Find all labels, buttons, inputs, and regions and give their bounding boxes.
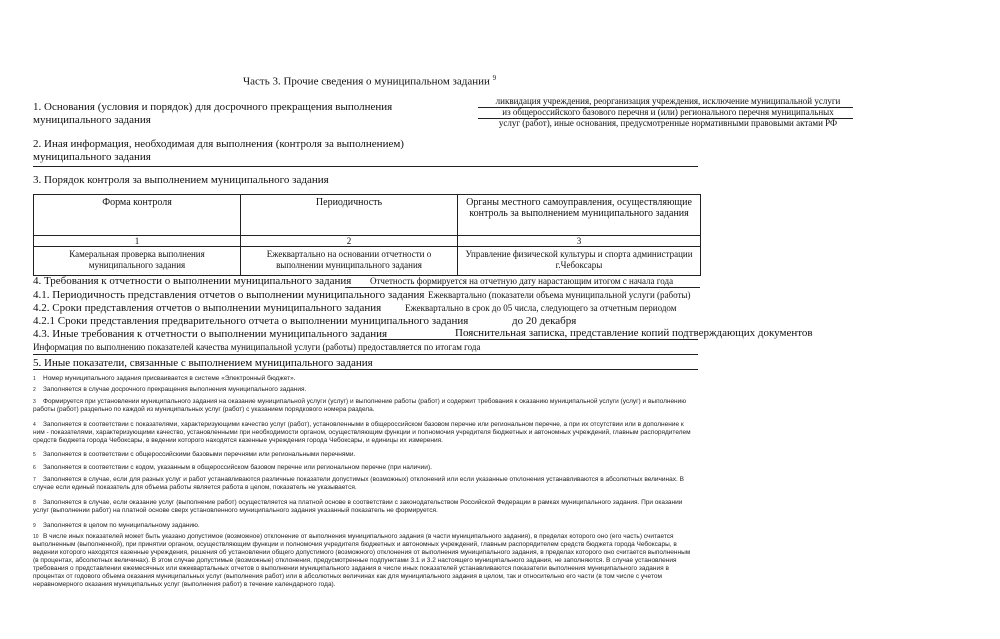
footnote-6: [33, 464, 693, 472]
section-3-label: 3. Порядок контроля за выполнением муниципального задания: [33, 174, 329, 186]
section-4-underline: [345, 287, 700, 288]
section-1-underline-2: [478, 118, 853, 119]
section-4-value: Отчетность формируется на отчетную дату нарастающим итогом с начала года: [370, 276, 674, 286]
table-row: [34, 247, 701, 276]
section-4-2-1-value: до 20 декабря: [512, 315, 577, 327]
footnote-text: Заполняется в соответствии с общероссийскими базовыми перечнями или региональными перечнями.: [43, 451, 356, 458]
section-2-line1: 2. Иная информация, необходимая для выполнения (контроля за выполнением): [33, 138, 404, 150]
title-text: Часть 3. Прочие сведения о муниципальном задании: [243, 75, 490, 88]
column-number: 3: [458, 236, 701, 247]
section-2-line2: муниципального задания: [33, 151, 151, 163]
control-table: [33, 194, 701, 276]
section-1-underline-1: [478, 107, 853, 108]
footnote-mark: 1: [33, 376, 36, 382]
footnote-7: [33, 476, 693, 492]
section-1-value-line1: ликвидация учреждения, реорганизация учреждения, исключение муниципальной услуги: [495, 96, 841, 106]
header-periodicity: Периодичность: [241, 195, 458, 236]
header-authorities-text: Органы местного самоуправления, осуществляющие контроль за выполнением муниципального задания: [466, 197, 692, 219]
cell-periodicity: Ежеквартально на основании отчетности о выполнении муниципального задания: [241, 247, 458, 276]
footnote-mark: 3: [33, 399, 36, 405]
section-1-value-line2: из общероссийского базового перечня и (или) регионального перечня муниципальных: [502, 107, 834, 117]
footnote-mark: 9: [33, 523, 36, 529]
section-4-3-underline: [380, 339, 698, 340]
footnote-text: В числе иных показателей может быть указано допустимое (возможное) отклонение от выполнения муниципального задания (в части муниципального задания), в пределах которого оно (его часть) считается выполненным (выполненной), при принятии органом, осуществляющим функции и полномочия учредителя бюджетных и автономных учреждений, главным распорядителем средств бюджета города Чебоксары, в ведении которого находятся казенные учреждения, решения об установлении общего допустимого (возможного) отклонения от выполнения муниципального задания, в пределах которого оно считается выполненным (в процентах, абсолютных величинах). В этом случае допустимые (возможные) отклонения, предусмотренные подпунктами 3.1 и 3.2 настоящего муниципального задания, не заполняются. В случае установления требования о представлении ежемесячных или ежеквартальных отчетов о выполнении муниципального задания в числе иных показателей устанавливаются показатели выполнения муниципального задания в процентах от годового объема оказания муниципальных услуг (выполнения работ) или в абсолютных величинах как для муниципального задания в целом, так и относительно его части (в том числе с учетом неравномерного оказания муниципальных услуг (выполнения работ) в течение календарного года).: [33, 533, 691, 588]
footnote-text: Заполняется в соответствии с кодом, указанным в общероссийском базовом перечне или региональном перечне (при наличии).: [43, 464, 432, 471]
section-4-2-1-label: 4.2.1 Сроки представления предварительного отчета о выполнении муниципального задания: [33, 315, 469, 327]
footnote-mark: 5: [33, 452, 36, 458]
section-1-value-line3: услуг (работ), иные основания, предусмотренные нормативными правовыми актами РФ: [498, 118, 838, 128]
footnote-mark: 10: [33, 534, 39, 540]
section-4-3-divider: [33, 354, 698, 355]
header-authorities: [458, 195, 701, 236]
section-1-label: [33, 101, 473, 127]
section-1-label-line2: муниципального задания: [33, 114, 151, 126]
section-4-label: 4. Требования к отчетности о выполнении муниципального задания: [33, 275, 352, 287]
control-table-number-row: [34, 236, 701, 247]
cell-authority: Управление физической культуры и спорта администрации г.Чебоксары: [458, 247, 701, 276]
section-4-3-line2: Информация по выполнению показателей качества муниципальной услуги (работы) предоставляется по итогам года: [33, 342, 481, 352]
footnote-text: Заполняется в случае досрочного прекращения выполнения муниципального задания.: [43, 386, 307, 393]
footnote-text: Заполняется в соответствии с показателями, характеризующими качество услуг (работ), установленными в общероссийском базовом перечне или региональном перечне, а при их отсутствии или в дополнение к ним - показателями, характеризующими качество, установленными при необходимости органом, осуществляющим функции и полномочия учредителя бюджетных и автономных учреждений, главным распорядителем средств бюджета города Чебоксары, в ведении которого находятся казенные учреждения города Чебоксары, и единицы их измерения.: [33, 421, 691, 444]
footnote-text: Заполняется в случае, если для разных услуг и работ устанавливаются различные показатели допустимых (возможных) отклонений или если указанные отклонения устанавливаются в абсолютных величинах. В случае если единый показатель для объема работы является работа в целом, показатель не указывается.: [33, 476, 684, 491]
footnote-text: Заполняется в случае, если оказание услуг (выполнение работ) осуществляется на платной основе в соответствии с законодательством Российской Федерации в рамках муниципального задания. При оказании услуг (выполнении работ) на платной основе сверх установленного муниципального задания указанный показатель не формируется.: [33, 499, 683, 514]
section-4-2-value: Ежеквартально в срок до 05 числа, следующего за отчетным периодом: [405, 303, 677, 313]
section-4-2-label: 4.2. Сроки представления отчетов о выполнении муниципального задания: [33, 302, 382, 314]
footnote-mark: 4: [33, 422, 36, 428]
section-4-1-value: Ежеквартально (показатели объема муниципальной услуги (работы): [428, 290, 691, 300]
footnote-3: [33, 398, 693, 414]
section-2-label: [33, 138, 533, 164]
section-1-label-line1: 1. Основания (условия и порядок) для досрочного прекращения выполнения: [33, 101, 393, 113]
section-5-label: 5. Иные показатели, связанные с выполнением муниципального задания: [33, 357, 373, 369]
footnote-text: Номер муниципального задания присваивается в системе «Электронный бюджет».: [43, 375, 296, 382]
footnote-1: [33, 375, 693, 383]
section-2-divider: [33, 166, 698, 167]
footnote-10: [33, 533, 693, 589]
section-4-3-label: 4.3. Иные требования к отчетности о выполнении муниципального задания: [33, 328, 388, 340]
footnote-5: [33, 451, 693, 459]
footnote-4: [33, 421, 693, 445]
footnote-mark: 6: [33, 465, 36, 471]
section-5-divider: [33, 369, 698, 370]
header-control-form: Форма контроля: [34, 195, 241, 236]
footnote-mark: 7: [33, 477, 36, 483]
section-4-1-label: 4.1. Периодичность представления отчетов о выполнении муниципального задания: [33, 289, 425, 301]
footnote-8: [33, 499, 693, 515]
column-number: 2: [241, 236, 458, 247]
section-4-3-value: Пояснительная записка, представление копий подтверждающих документов: [455, 327, 813, 339]
footnote-2: [33, 386, 693, 394]
footnote-mark: 2: [33, 387, 36, 393]
control-table-header-row: [34, 195, 701, 236]
section-1-value: [478, 96, 858, 129]
footnote-mark: 8: [33, 500, 36, 506]
column-number: 1: [34, 236, 241, 247]
footnote-text: Формируется при установлении муниципального задания на оказание муниципальной услуги (услуг) и выполнение работы (работ) и содержит требования к оказанию муниципальной услуги (услуг) и выполнению работы (работ) раздельно по каждой из муниципальных услуг (работ) с указанием порядкового номера раздела.: [33, 398, 687, 413]
footnote-text: Заполняется в целом по муниципальному заданию.: [43, 522, 200, 529]
page-title: [243, 72, 496, 89]
title-footnote-mark: 9: [492, 74, 497, 82]
cell-control-form: Камеральная проверка выполнения муниципального задания: [34, 247, 241, 276]
footnote-9: [33, 522, 693, 530]
